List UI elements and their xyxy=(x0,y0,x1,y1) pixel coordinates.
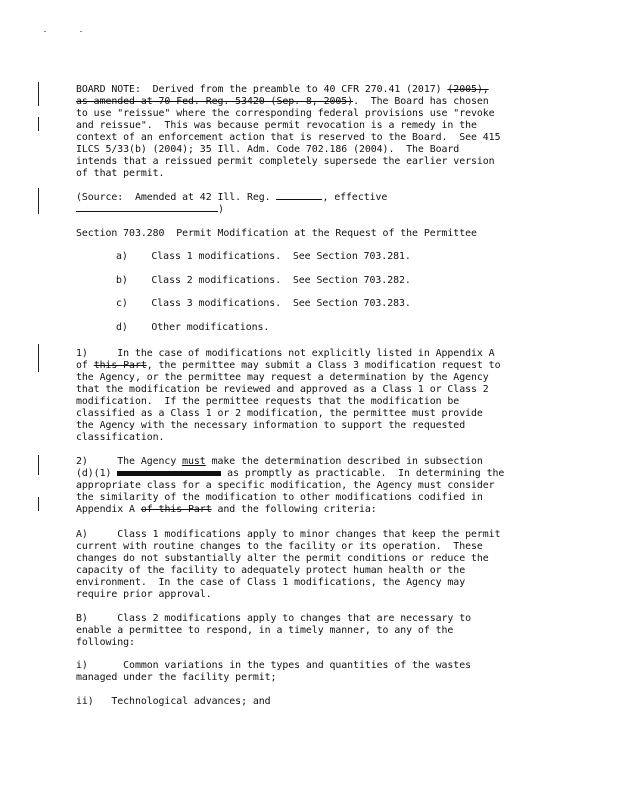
redaction-mark xyxy=(117,471,221,476)
board-note-text: . The Board has chosen xyxy=(353,96,489,107)
change-bar xyxy=(38,82,39,106)
paragraph-line: changes do not substantially alter the permit conditions or reduce the xyxy=(76,553,489,564)
paragraph-text: , the permittee may submit a Class 3 modification request to xyxy=(146,360,501,371)
item-label: d) xyxy=(116,322,128,333)
item-label: c) xyxy=(116,298,128,309)
list-item xyxy=(116,322,586,334)
paragraph-line: that the modification be reviewed and approved as a Class 1 or Class 2 xyxy=(76,384,489,395)
paragraph-line: the Agency with the necessary information to support the requested xyxy=(76,420,466,431)
paragraph-text: Appendix A xyxy=(76,504,141,515)
paragraph-text: (d)(1) xyxy=(76,468,118,479)
item-text: Class 1 modifications. See Section 703.281. xyxy=(151,251,411,262)
change-bar xyxy=(38,344,39,372)
paragraph-line: 1) In the case of modifications not explicitly listed in Appendix A xyxy=(76,348,495,359)
board-note-text: BOARD NOTE: Derived from the preamble to 40 CFR 270.41 (2017) xyxy=(76,84,448,95)
paragraph-text: make the determination described in subsection xyxy=(205,456,483,467)
list-item xyxy=(116,275,586,287)
paragraph-line: the Agency, or the permittee may request a determination by the Agency xyxy=(76,372,489,383)
paragraph-text: and the following criteria: xyxy=(211,504,377,515)
board-note-line: context of an enforcement action that is reserved to the Board. See 415 xyxy=(76,132,501,143)
paragraph-line: B) Class 2 modifications apply to changes that are necessary to xyxy=(76,613,471,624)
list-item xyxy=(116,251,586,263)
deleted-text: this Part xyxy=(93,360,147,371)
paragraph-line: classification. xyxy=(76,432,165,443)
paragraph-line: appropriate class for a specific modification, the Agency must consider xyxy=(76,480,495,491)
list-item xyxy=(116,298,586,310)
blank-line xyxy=(276,199,322,200)
paragraph-line: i) Common variations in the types and quantities of the wastes xyxy=(76,660,471,671)
board-note-line: of that permit. xyxy=(76,168,165,179)
source-text: ) xyxy=(218,204,224,215)
paragraph-line: enable a permittee to respond, in a timely manner, to any of the xyxy=(76,625,454,636)
paragraph-line: A) Class 1 modifications apply to minor changes that keep the permit xyxy=(76,529,501,540)
item-text: Other modifications. xyxy=(151,322,270,333)
deleted-text: (2005), xyxy=(447,84,489,95)
inserted-text: must xyxy=(182,456,206,467)
paragraph-line: require prior approval. xyxy=(76,589,212,600)
scan-speck xyxy=(80,31,82,32)
paragraph-line: following: xyxy=(76,637,135,648)
source-text: , effective xyxy=(322,192,388,203)
change-bar xyxy=(38,497,39,511)
source-text: (Source: Amended at 42 Ill. Reg. xyxy=(76,192,277,203)
deleted-text: as amended at 70 Fed. Reg. 53420 (Sep. 8, 2005) xyxy=(76,96,354,107)
board-note-line: intends that a reissued permit completely supersede the earlier version xyxy=(76,156,495,167)
paragraph-text: of xyxy=(76,360,94,371)
board-note-line: to use "reissue" where the corresponding federal provisions use "revoke xyxy=(76,108,495,119)
subitem-ii: ii) Technological advances; and xyxy=(76,696,271,707)
item-text: Class 3 modifications. See Section 703.283. xyxy=(151,298,411,309)
scan-speck xyxy=(44,31,46,32)
paragraph-line: modification. If the permittee requests that the modification be xyxy=(76,396,460,407)
deleted-text: of this Part xyxy=(140,504,212,515)
blank-line xyxy=(76,211,218,212)
item-label: a) xyxy=(116,251,128,262)
item-label: b) xyxy=(116,275,128,286)
paragraph-line: current with routine changes to the facility or its operation. These xyxy=(76,541,483,552)
paragraph-line: managed under the facility permit; xyxy=(76,672,277,683)
paragraph-line: the similarity of the modification to other modifications codified in xyxy=(76,492,483,503)
paragraph-text: 2) The Agency xyxy=(76,456,183,467)
board-note-line: and reissue". This was because permit revocation is a remedy in the xyxy=(76,120,477,131)
paragraph-text: as promptly as practicable. In determining the xyxy=(221,468,505,479)
paragraph-line: capacity of the facility to adequately protect human health or the xyxy=(76,565,466,576)
paragraph-line: classified as a Class 1 or 2 modification, the permittee must provide xyxy=(76,408,483,419)
change-bar xyxy=(38,188,39,214)
section-heading: Section 703.280 Permit Modification at the Request of the Permittee xyxy=(76,228,477,239)
board-note-line: ILCS 5/33(b) (2004); 35 Ill. Adm. Code 702.186 (2004). The Board xyxy=(76,144,460,155)
change-bar xyxy=(38,117,39,131)
change-bar xyxy=(38,455,39,475)
item-text: Class 2 modifications. See Section 703.282. xyxy=(151,275,411,286)
paragraph-line: environment. In the case of Class 1 modifications, the Agency may xyxy=(76,577,466,588)
